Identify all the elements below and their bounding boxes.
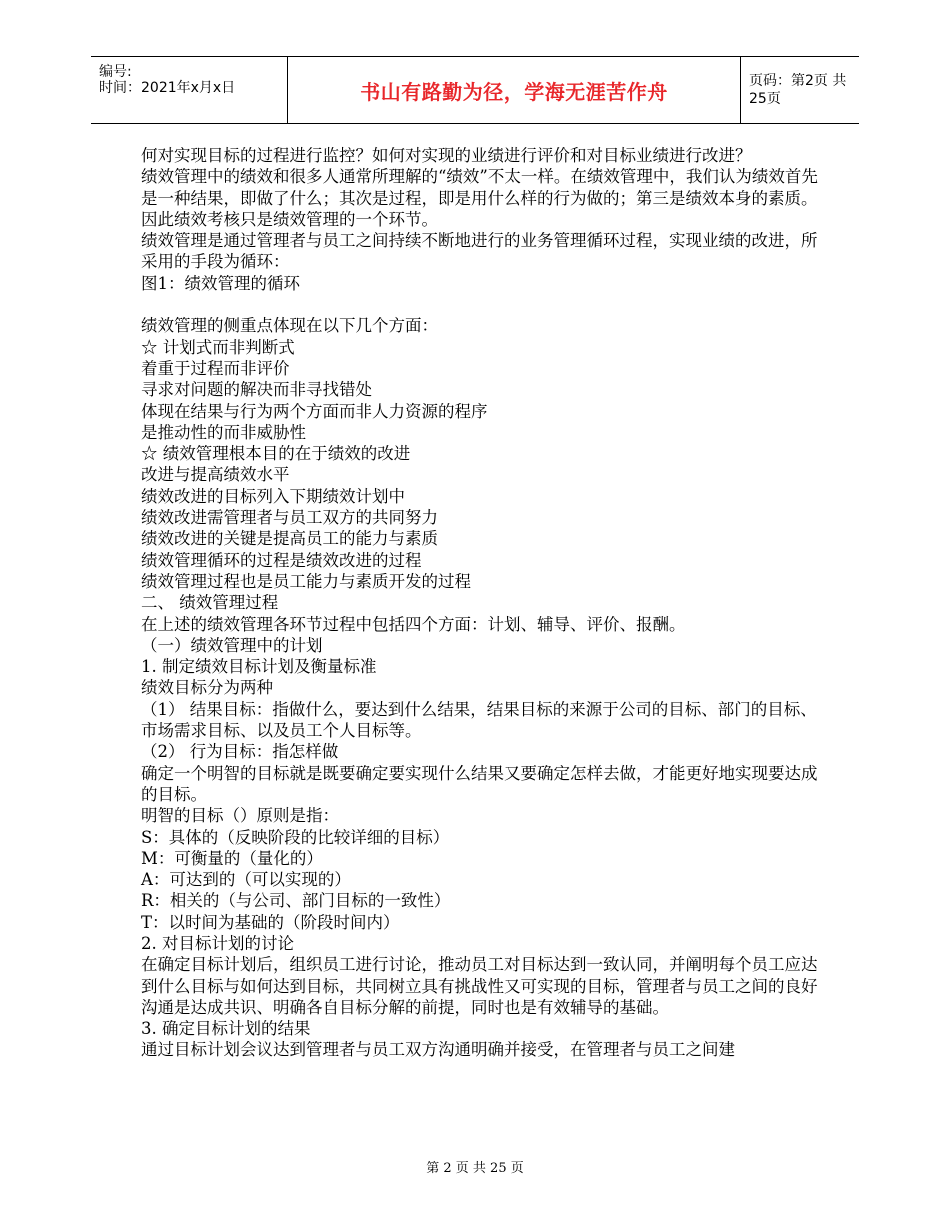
body-paragraph: M：可衡量的（量化的）: [141, 848, 323, 868]
body-paragraph: S：具体的（反映阶段的比较详细的目标）: [141, 827, 450, 847]
document-time-label: 时间：2021年x月x日: [99, 80, 236, 96]
body-paragraph: 绩效管理过程也是员工能力与素质开发的过程: [141, 571, 471, 591]
body-paragraph: 二、 绩效管理过程: [141, 593, 279, 613]
header-page-cell: [740, 57, 859, 123]
body-paragraph: 1. 制定绩效目标计划及衡量标准: [141, 657, 377, 677]
body-paragraph: （2） 行为目标：指怎样做: [141, 742, 339, 762]
header-motto-cell: [287, 57, 741, 123]
body-paragraph: 绩效管理循环的过程是绩效改进的过程: [141, 550, 422, 570]
page-footer: 第 2 页 共 25 页: [426, 1161, 524, 1176]
body-paragraph: 寻求对问题的解决而非寻找错处: [141, 380, 372, 400]
body-paragraph: 绩效管理中的绩效和很多人通常所理解的“绩效”不太一样。在绩效管理中，我们认为绩效首先是一种结果，即做了什么；其次是过程，即是用什么样的行为做的；第三是绩效本身的素质。因此绩效考核只是绩效管理的一个环节。: [141, 167, 818, 229]
body-paragraph: 在确定目标计划后，组织员工进行讨论，推动员工对目标达到一致认同，并阐明每个员工应达到什么目标与如何达到目标，共同树立具有挑战性又可实现的目标，管理者与员工之间的良好沟通是达成共识、明确各自目标分解的前提，同时也是有效辅导的基础。: [141, 955, 818, 1017]
body-paragraph: 图1：绩效管理的循环: [141, 273, 300, 293]
header-motto: 书山有路勤为径，学海无涯苦作舟: [360, 79, 668, 104]
body-paragraph: 改进与提高绩效水平: [141, 465, 290, 485]
document-body: [141, 145, 831, 1061]
page-header: [91, 56, 859, 124]
body-paragraph: 绩效改进需管理者与员工双方的共同努力: [141, 508, 438, 528]
body-paragraph: 是推动性的而非威胁性: [141, 422, 306, 442]
body-paragraph: 绩效管理的侧重点体现在以下几个方面：: [141, 316, 438, 336]
body-paragraph: 绩效目标分为两种: [141, 678, 273, 698]
body-paragraph: 绩效管理是通过管理者与员工之间持续不断地进行的业务管理循环过程，实现业绩的改进，所采用的手段为循环：: [141, 231, 818, 272]
header-page-info: 页码：第2页 共25页: [749, 73, 847, 107]
body-paragraph: 在上述的绩效管理各环节过程中包括四个方面：计划、辅导、评价、报酬。: [141, 614, 686, 634]
body-paragraph: 绩效改进的目标列入下期绩效计划中: [141, 486, 405, 506]
body-paragraph: 着重于过程而非评价: [141, 358, 290, 378]
body-paragraph: A：可达到的（可以实现的）: [141, 870, 351, 890]
body-paragraph: 确定一个明智的目标就是既要确定要实现什么结果又要确定怎样去做，才能更好地实现要达成的目标。: [141, 763, 818, 804]
body-paragraph: （1） 结果目标：指做什么，要达到什么结果，结果目标的来源于公司的目标、部门的目标、市场需求目标、以及员工个人目标等。: [141, 699, 817, 741]
document-number-label: 编号:: [99, 64, 132, 80]
body-paragraph: 明智的目标（）原则是指：: [141, 806, 339, 826]
body-paragraph: T：以时间为基础的（阶段时间内）: [141, 912, 400, 932]
body-paragraph: ☆ 计划式而非判断式: [141, 337, 295, 357]
header-meta: [91, 57, 287, 123]
body-paragraph: 绩效改进的关键是提高员工的能力与素质: [141, 529, 438, 549]
body-paragraph: [141, 294, 831, 315]
body-paragraph: R：相关的（与公司、部门目标的一致性）: [141, 891, 451, 911]
body-paragraph: 何对实现目标的过程进行监控？如何对实现的业绩进行评价和对目标业绩进行改进？: [141, 146, 752, 165]
body-paragraph: 体现在结果与行为两个方面而非人力资源的程序: [141, 401, 488, 421]
body-paragraph: 2. 对目标计划的讨论: [141, 933, 294, 953]
body-paragraph: 3. 确定目标计划的结果: [141, 1019, 311, 1039]
body-paragraph: ☆ 绩效管理根本目的在于绩效的改进: [141, 444, 411, 464]
body-paragraph: 通过目标计划会议达到管理者与员工双方沟通明确并接受，在管理者与员工之间建: [141, 1040, 735, 1060]
body-paragraph: （一）绩效管理中的计划: [141, 635, 323, 655]
